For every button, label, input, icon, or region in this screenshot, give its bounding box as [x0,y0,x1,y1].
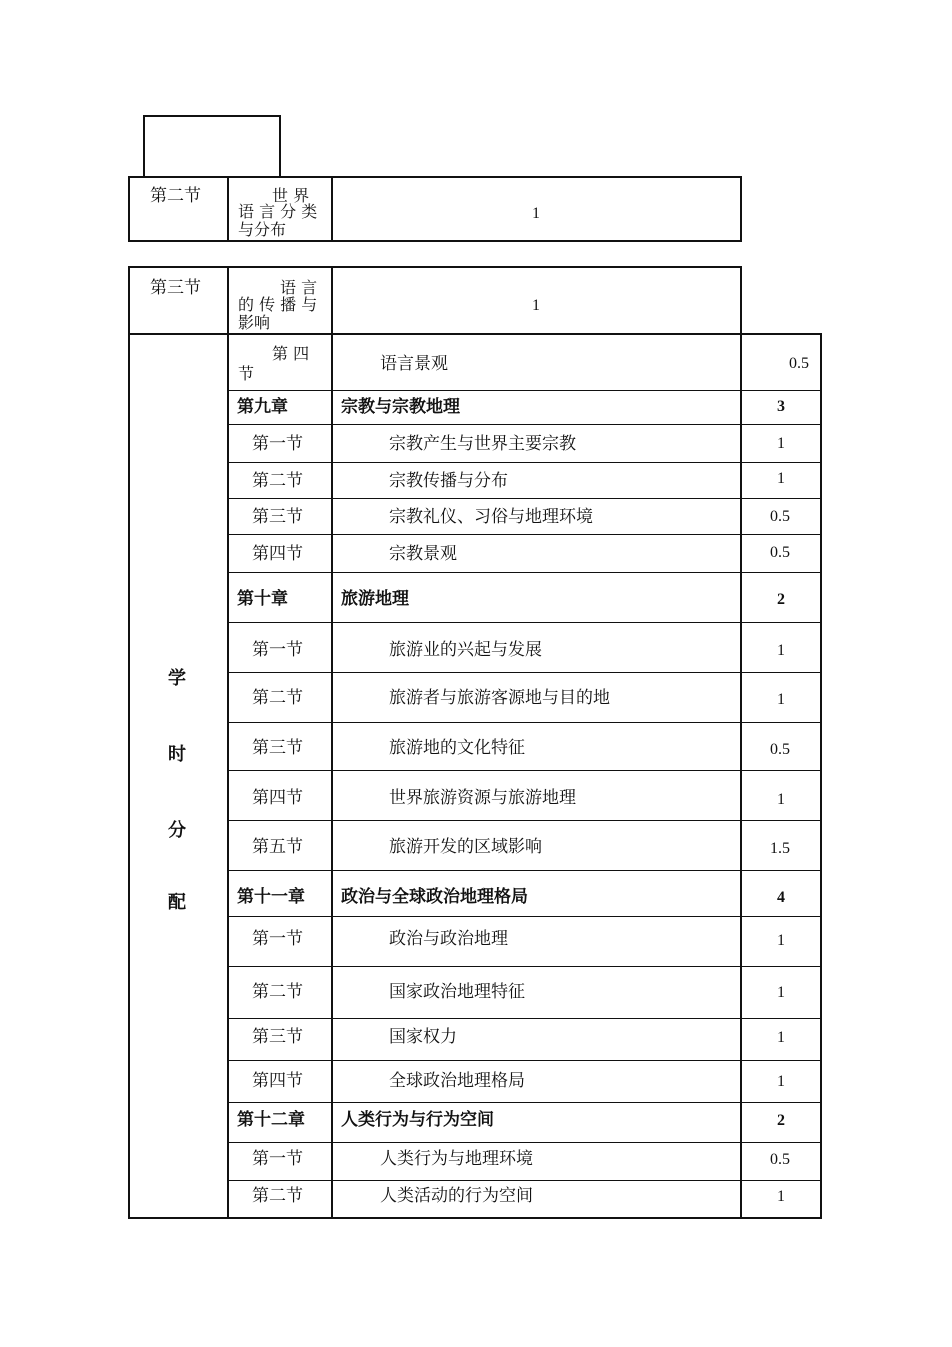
row-10-2-topic: 旅游者与旅游客源地与目的地 [389,688,610,708]
row-11-1-hours: 1 [777,932,785,949]
row-4-section-bottom: 节 [238,364,255,383]
row-10-5-topic: 旅游开发的区域影响 [389,837,542,857]
row-9-2-topic: 宗教传播与分布 [389,471,508,491]
section-2-frame [128,176,742,242]
row-9-1-topic: 宗教产生与世界主要宗教 [389,434,576,454]
row-10-3-hours: 0.5 [770,741,790,758]
row-chapter-10-topic: 旅游地理 [341,589,409,609]
row-4-hours: 0.5 [789,355,809,372]
row-10-1-hours: 1 [777,642,785,659]
row-9-4-section: 第四节 [252,544,303,564]
row-11-4-hours: 1 [777,1073,785,1090]
row-11-3-topic: 国家权力 [389,1027,457,1047]
row-9-2-section: 第二节 [252,471,303,491]
row-10-3-topic: 旅游地的文化特征 [389,738,525,758]
row-10-1-section: 第一节 [252,640,303,660]
row-11-3-section: 第三节 [252,1027,303,1047]
section-3-hours: 1 [532,297,540,314]
row-4-topic: 语言景观 [380,354,448,374]
row-10-4-hours: 1 [777,791,785,808]
row-12-2-hours: 1 [777,1188,785,1205]
row-11-3-hours: 1 [777,1029,785,1046]
row-11-1-section: 第一节 [252,929,303,949]
row-chapter-9-hours: 3 [777,398,785,415]
side-label-char-3: 分 [168,820,186,841]
row-chapter-11-topic: 政治与全球政治地理格局 [341,887,528,907]
row-chapter-12-section: 第十二章 [237,1110,305,1130]
row-4-section-top: 第 四 [272,344,310,363]
row-11-4-topic: 全球政治地理格局 [389,1071,525,1091]
row-10-2-hours: 1 [777,691,785,708]
row-12-1-hours: 0.5 [770,1151,790,1168]
side-label-char-1: 学 [168,668,186,689]
row-chapter-10-section: 第十章 [237,589,288,609]
row-10-1-topic: 旅游业的兴起与发展 [389,640,542,660]
row-10-4-section: 第四节 [252,788,303,808]
section-2-label: 第二节 [150,186,201,206]
row-9-3-hours: 0.5 [770,508,790,525]
row-chapter-12-hours: 2 [777,1112,785,1129]
row-chapter-9-section: 第九章 [237,397,288,417]
section-2-hours: 1 [532,205,540,222]
section-3-topic-line-1: 语 言 [280,278,318,297]
side-label-char-4: 配 [168,892,186,913]
row-12-2-section: 第二节 [252,1186,303,1206]
row-11-2-section: 第二节 [252,982,303,1002]
row-9-2-hours: 1 [777,470,785,487]
row-9-1-section: 第一节 [252,434,303,454]
row-chapter-11-section: 第十一章 [237,887,305,907]
row-12-2-topic: 人类活动的行为空间 [380,1186,533,1206]
section-2-topic-line-3: 与分布 [238,220,287,239]
row-9-1-hours: 1 [777,435,785,452]
section-2-topic-line-2: 语 言 分 类 [238,202,318,221]
row-chapter-9-topic: 宗教与宗教地理 [341,397,460,417]
row-chapter-11-hours: 4 [777,889,785,906]
row-11-2-hours: 1 [777,984,785,1001]
row-10-5-section: 第五节 [252,837,303,857]
row-9-4-hours: 0.5 [770,544,790,561]
row-10-4-topic: 世界旅游资源与旅游地理 [389,788,576,808]
row-12-1-section: 第一节 [252,1149,303,1169]
row-12-1-topic: 人类行为与地理环境 [380,1149,533,1169]
section-2-topic-line-1: 世 界 [272,186,310,205]
row-11-4-section: 第四节 [252,1071,303,1091]
row-chapter-12-topic: 人类行为与行为空间 [341,1110,494,1130]
row-11-1-topic: 政治与政治地理 [389,929,508,949]
row-10-5-hours: 1.5 [770,840,790,857]
row-10-2-section: 第二节 [252,688,303,708]
row-9-4-topic: 宗教景观 [389,544,457,564]
section-3-topic-line-2: 的 传 播 与 [238,295,318,314]
row-chapter-10-hours: 2 [777,591,785,608]
row-11-2-topic: 国家政治地理特征 [389,982,525,1002]
header-fragment-box [143,115,281,177]
side-label-char-2: 时 [168,744,186,765]
section-3-topic-line-3: 影响 [238,313,271,332]
section-3-frame [128,266,742,334]
row-9-3-topic: 宗教礼仪、习俗与地理环境 [389,507,593,527]
section-3-label: 第三节 [150,278,201,298]
row-9-3-section: 第三节 [252,507,303,527]
row-10-3-section: 第三节 [252,738,303,758]
